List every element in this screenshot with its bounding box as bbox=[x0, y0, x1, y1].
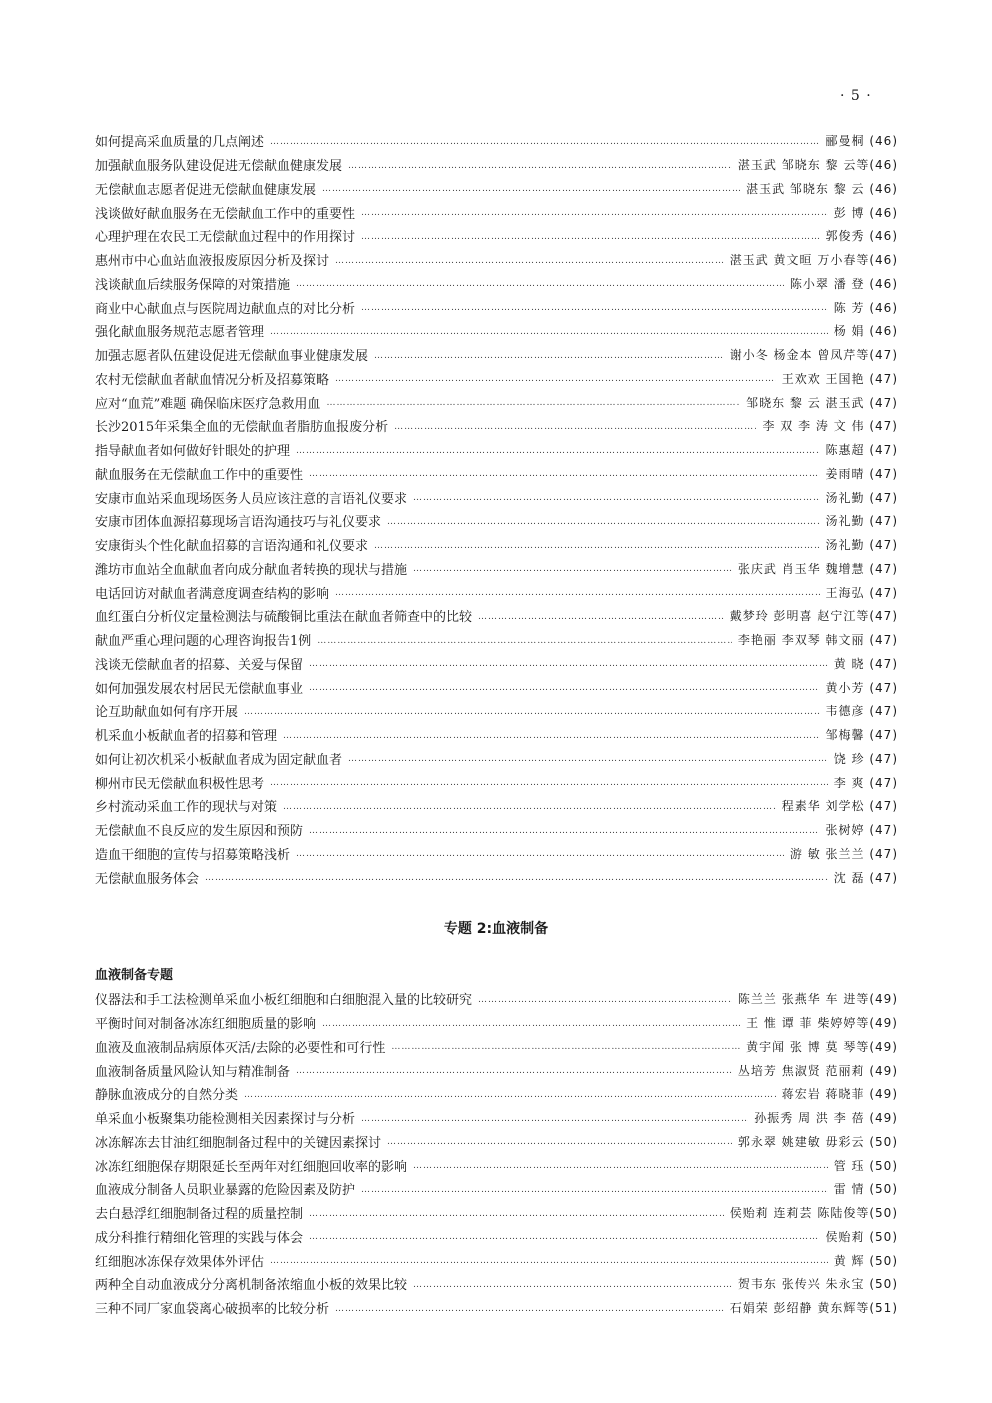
toc-entry bbox=[95, 1035, 898, 1059]
entry-title: 红细胞冰冻保存效果体外评估 bbox=[95, 1254, 265, 1270]
toc-entry bbox=[95, 485, 898, 509]
entry-title: 静脉血液成分的自然分类 bbox=[95, 1088, 239, 1104]
dot-leader bbox=[413, 493, 820, 503]
dot-leader bbox=[296, 849, 784, 859]
toc-entry bbox=[95, 462, 898, 486]
entry-authors-page: 郭俊秀 (46) bbox=[825, 229, 898, 244]
entry-authors-page: 湛玉武 黄文晅 万小春等(46) bbox=[729, 253, 898, 268]
toc-entry bbox=[95, 747, 898, 771]
dot-leader bbox=[283, 802, 776, 812]
entry-title: 指导献血者如何做好针眼处的护理 bbox=[95, 444, 291, 460]
toc-entry bbox=[95, 224, 898, 248]
entry-title: 农村无偿献血者献血情况分析及招募策略 bbox=[95, 372, 330, 388]
entry-authors-page: 饶 珍 (47) bbox=[833, 751, 898, 766]
entry-authors-page: 李艳丽 李双琴 韩文丽 (47) bbox=[737, 633, 898, 648]
dot-leader bbox=[478, 995, 732, 1005]
dot-leader bbox=[413, 1280, 732, 1290]
entry-title: 乡村流动采血工作的现状与对策 bbox=[95, 800, 278, 816]
toc-entry bbox=[95, 533, 898, 557]
subtopic-heading: 血液制备专题 bbox=[95, 968, 174, 983]
entry-title: 加强献血服务队建设促进无偿献血健康发展 bbox=[95, 159, 343, 175]
dot-leader bbox=[361, 208, 828, 218]
dot-leader bbox=[335, 374, 776, 384]
dot-leader bbox=[270, 137, 820, 147]
dot-leader bbox=[296, 446, 820, 456]
entry-title: 献血严重心理问题的心理咨询报告1例 bbox=[95, 634, 312, 650]
entry-title: 冰冻解冻去甘油红细胞制备过程中的关键因素探讨 bbox=[95, 1135, 382, 1151]
entry-authors-page: 孙振秀 周 洪 李 蓓 (49) bbox=[754, 1111, 898, 1126]
entry-authors-page: 黄小芳 (47) bbox=[825, 680, 898, 695]
entry-title: 血液制备质量风险认知与精准制备 bbox=[95, 1064, 291, 1080]
dot-leader bbox=[361, 1185, 828, 1195]
dot-leader bbox=[335, 1304, 724, 1314]
toc-entry bbox=[95, 509, 898, 533]
entry-authors-page: 侯贻莉 连莉芸 陈陆俊等(50) bbox=[729, 1206, 898, 1221]
dot-leader bbox=[309, 683, 820, 693]
entry-authors-page: 湛玉武 邹晓东 黎 云 (46) bbox=[746, 181, 898, 196]
entry-title: 机采血小板献血者的招募和管理 bbox=[95, 729, 278, 745]
entry-authors-page: 管 珏 (50) bbox=[833, 1158, 898, 1173]
toc-entry bbox=[95, 652, 898, 676]
dot-leader bbox=[348, 754, 828, 764]
entry-authors-page: 李 双 李 涛 文 伟 (47) bbox=[762, 419, 898, 434]
toc-entry bbox=[95, 723, 898, 747]
topic-heading: 专题 2:血液制备 bbox=[443, 921, 549, 937]
entry-title: 如何让初次机采小板献血者成为固定献血者 bbox=[95, 752, 343, 768]
entry-title: 去白悬浮红细胞制备过程的质量控制 bbox=[95, 1207, 304, 1223]
dot-leader bbox=[244, 707, 820, 717]
entry-authors-page: 雷 情 (50) bbox=[833, 1182, 898, 1197]
dot-leader bbox=[361, 1114, 748, 1124]
dot-leader bbox=[335, 256, 724, 266]
entry-title: 如何加强发展农村居民无偿献血事业 bbox=[95, 681, 304, 697]
entry-authors-page: 邹晓东 黎 云 湛玉武 (47) bbox=[746, 395, 898, 410]
toc-entry bbox=[95, 604, 898, 628]
entry-title: 无偿献血志愿者促进无偿献血健康发展 bbox=[95, 182, 317, 198]
dot-leader bbox=[270, 327, 828, 337]
entry-title: 强化献血服务规范志愿者管理 bbox=[95, 325, 265, 341]
entry-title: 仪器法和手工法检测单采血小板红细胞和白细胞混入量的比较研究 bbox=[95, 993, 473, 1009]
entry-authors-page: 杨 娟 (46) bbox=[833, 324, 898, 339]
dot-leader bbox=[309, 1232, 820, 1242]
entry-authors-page: 陈惠超 (47) bbox=[825, 443, 898, 458]
dot-leader bbox=[326, 398, 740, 408]
entry-authors-page: 黄 晓 (47) bbox=[833, 656, 898, 671]
toc-entry bbox=[95, 699, 898, 723]
dot-leader bbox=[335, 588, 820, 598]
entry-title: 安康市团体血源招募现场言语沟通技巧与礼仪要求 bbox=[95, 515, 382, 531]
dot-leader bbox=[283, 731, 820, 741]
dot-leader bbox=[317, 636, 732, 646]
entry-title: 安康市血站采血现场医务人员应该注意的言语礼仪要求 bbox=[95, 491, 408, 507]
toc-entry bbox=[95, 438, 898, 462]
entry-authors-page: 彭 博 (46) bbox=[833, 205, 898, 220]
toc-entry bbox=[95, 865, 898, 889]
entry-authors-page: 黄宇闻 张 博 莫 琴等(49) bbox=[746, 1039, 898, 1054]
entry-authors-page: 王海弘 (47) bbox=[825, 585, 898, 600]
entry-authors-page: 陈小翠 潘 登 (46) bbox=[789, 276, 898, 291]
entry-authors-page: 游 敏 张兰兰 (47) bbox=[789, 846, 898, 861]
entry-title: 柳州市民无偿献血积极性思考 bbox=[95, 776, 265, 792]
entry-title: 惠州市中心血站血液报废原因分析及探讨 bbox=[95, 254, 330, 270]
dot-leader bbox=[309, 1209, 724, 1219]
dot-leader bbox=[394, 422, 756, 432]
entry-title: 成分科推行精细化管理的实践与体会 bbox=[95, 1230, 304, 1246]
dot-leader bbox=[244, 1090, 776, 1100]
entry-authors-page: 蒋宏岩 蒋晓菲 (49) bbox=[781, 1087, 898, 1102]
dot-leader bbox=[270, 778, 828, 788]
toc-entry bbox=[95, 1153, 898, 1177]
entry-title: 造血干细胞的宣传与招募策略浅析 bbox=[95, 847, 291, 863]
toc-entry bbox=[95, 248, 898, 272]
entry-title: 心理护理在农民工无偿献血过程中的作用探讨 bbox=[95, 230, 356, 246]
entry-authors-page: 戴梦玲 彭明喜 赵宁江等(47) bbox=[729, 609, 898, 624]
dot-leader bbox=[309, 659, 828, 669]
toc-entry bbox=[95, 272, 898, 296]
dot-leader bbox=[348, 161, 732, 171]
dot-leader bbox=[387, 1137, 732, 1147]
toc-entry bbox=[95, 153, 898, 177]
toc-entry bbox=[95, 1225, 898, 1249]
entry-authors-page: 陈兰兰 张燕华 车 进等(49) bbox=[737, 992, 898, 1007]
entry-authors-page: 韦德彦 (47) bbox=[825, 704, 898, 719]
entry-title: 如何提高采血质量的几点阐述 bbox=[95, 135, 265, 151]
toc-section-blood-donation bbox=[95, 129, 898, 889]
dot-leader bbox=[374, 541, 820, 551]
entry-authors-page: 邹梅馨 (47) bbox=[825, 728, 898, 743]
entry-title: 无偿献血不良反应的发生原因和预防 bbox=[95, 824, 304, 840]
entry-authors-page: 侯贻莉 (50) bbox=[825, 1229, 898, 1244]
entry-title: 电话回访对献血者满意度调查结构的影响 bbox=[95, 586, 330, 602]
toc-entry bbox=[95, 177, 898, 201]
entry-title: 浅谈献血后续服务保障的对策措施 bbox=[95, 277, 291, 293]
toc-entry bbox=[95, 842, 898, 866]
entry-authors-page: 王欢欢 王国艳 (47) bbox=[781, 371, 898, 386]
dot-leader bbox=[270, 1256, 828, 1266]
entry-authors-page: 郦曼桐 (46) bbox=[825, 134, 898, 149]
entry-title: 长沙2015年采集全血的无偿献血者脂肪血报废分析 bbox=[95, 420, 389, 436]
dot-leader bbox=[374, 351, 724, 361]
toc-entry bbox=[95, 1177, 898, 1201]
entry-title: 三种不同厂家血袋离心破损率的比较分析 bbox=[95, 1302, 330, 1318]
entry-authors-page: 石娟荣 彭绍静 黄东辉等(51) bbox=[729, 1301, 898, 1316]
toc-entry bbox=[95, 129, 898, 153]
entry-authors-page: 汤礼勤 (47) bbox=[825, 514, 898, 529]
dot-leader bbox=[309, 469, 820, 479]
toc-entry bbox=[95, 1106, 898, 1130]
toc-entry bbox=[95, 414, 898, 438]
entry-title: 浅谈做好献血服务在无偿献血工作中的重要性 bbox=[95, 206, 356, 222]
toc-entry bbox=[95, 794, 898, 818]
toc-entry bbox=[95, 987, 898, 1011]
toc-entry bbox=[95, 1272, 898, 1296]
entry-title: 安康街头个性化献血招募的言语沟通和礼仪要求 bbox=[95, 539, 369, 555]
toc-entry bbox=[95, 1130, 898, 1154]
entry-authors-page: 谢小冬 杨金本 曾凤芹等(47) bbox=[729, 348, 898, 363]
entry-title: 血红蛋白分析仪定量检测法与硫酸铜比重法在献血者筛查中的比较 bbox=[95, 610, 473, 626]
toc-section-blood-preparation bbox=[95, 987, 898, 1320]
entry-title: 献血服务在无偿献血工作中的重要性 bbox=[95, 467, 304, 483]
toc-entry bbox=[95, 1296, 898, 1320]
entry-authors-page: 汤礼勤 (47) bbox=[825, 538, 898, 553]
toc-entry bbox=[95, 1082, 898, 1106]
entry-title: 血液及血液制品病原体灭活/去除的必要性和可行性 bbox=[95, 1040, 386, 1056]
entry-title: 应对“血荒”难题 确保临床医疗急救用血 bbox=[95, 396, 321, 412]
dot-leader bbox=[413, 564, 732, 574]
entry-authors-page: 黄 辉 (50) bbox=[833, 1253, 898, 1268]
entry-title: 平衡时间对制备冰冻红细胞质量的影响 bbox=[95, 1017, 317, 1033]
entry-authors-page: 王 惟 谭 菲 柴婷婷等(49) bbox=[746, 1016, 898, 1031]
toc-entry bbox=[95, 580, 898, 604]
toc-entry bbox=[95, 1201, 898, 1225]
toc-entry bbox=[95, 200, 898, 224]
dot-leader bbox=[391, 1042, 740, 1052]
dot-leader bbox=[387, 517, 820, 527]
toc-entry bbox=[95, 295, 898, 319]
entry-authors-page: 张庆武 肖玉华 魏增慧 (47) bbox=[737, 561, 898, 576]
dot-leader bbox=[413, 1161, 828, 1171]
dot-leader bbox=[361, 232, 820, 242]
entry-authors-page: 李 爽 (47) bbox=[833, 775, 898, 790]
entry-title: 冰冻红细胞保存期限延长至两年对红细胞回收率的影响 bbox=[95, 1159, 408, 1175]
dot-leader bbox=[205, 873, 828, 883]
entry-authors-page: 陈 芳 (46) bbox=[833, 300, 898, 315]
entry-title: 两种全自动血液成分分离机制备浓缩血小板的效果比较 bbox=[95, 1278, 408, 1294]
toc-entry bbox=[95, 390, 898, 414]
entry-title: 潍坊市血站全血献血者向成分献血者转换的现状与措施 bbox=[95, 562, 408, 578]
entry-title: 浅谈无偿献血者的招募、关爱与保留 bbox=[95, 657, 304, 673]
entry-title: 血液成分制备人员职业暴露的危险因素及防护 bbox=[95, 1183, 356, 1199]
toc-entry bbox=[95, 628, 898, 652]
entry-authors-page: 程素华 刘学松 (47) bbox=[781, 799, 898, 814]
dot-leader bbox=[309, 826, 820, 836]
toc-entry bbox=[95, 1058, 898, 1082]
entry-authors-page: 湛玉武 邹晓东 黎 云等(46) bbox=[737, 158, 898, 173]
toc-entry bbox=[95, 1248, 898, 1272]
dot-leader bbox=[322, 1019, 740, 1029]
entry-authors-page: 郭永翠 姚建敏 毋彩云 (50) bbox=[737, 1134, 898, 1149]
entry-title: 单采血小板聚集功能检测相关因素探讨与分析 bbox=[95, 1112, 356, 1128]
toc-entry bbox=[95, 770, 898, 794]
dot-leader bbox=[478, 612, 724, 622]
toc-entry bbox=[95, 818, 898, 842]
entry-authors-page: 张树婷 (47) bbox=[825, 823, 898, 838]
entry-title: 论互助献血如何有序开展 bbox=[95, 705, 239, 721]
entry-authors-page: 沈 磊 (47) bbox=[833, 870, 898, 885]
entry-authors-page: 汤礼勤 (47) bbox=[825, 490, 898, 505]
toc-entry bbox=[95, 319, 898, 343]
dot-leader bbox=[322, 184, 740, 194]
entry-authors-page: 贺韦东 张传兴 朱永宝 (50) bbox=[737, 1277, 898, 1292]
entry-title: 无偿献血服务体会 bbox=[95, 871, 200, 887]
entry-authors-page: 丛培芳 焦淑贤 范丽莉 (49) bbox=[737, 1063, 898, 1078]
toc-entry bbox=[95, 343, 898, 367]
dot-leader bbox=[361, 303, 828, 313]
page-number: · 5 · bbox=[840, 88, 872, 104]
toc-entry bbox=[95, 557, 898, 581]
toc-entry bbox=[95, 1011, 898, 1035]
entry-authors-page: 姜雨晴 (47) bbox=[825, 466, 898, 481]
entry-title: 商业中心献血点与医院周边献血点的对比分析 bbox=[95, 301, 356, 317]
dot-leader bbox=[296, 279, 784, 289]
toc-entry bbox=[95, 367, 898, 391]
toc-entry bbox=[95, 675, 898, 699]
dot-leader bbox=[296, 1066, 732, 1076]
entry-title: 加强志愿者队伍建设促进无偿献血事业健康发展 bbox=[95, 349, 369, 365]
